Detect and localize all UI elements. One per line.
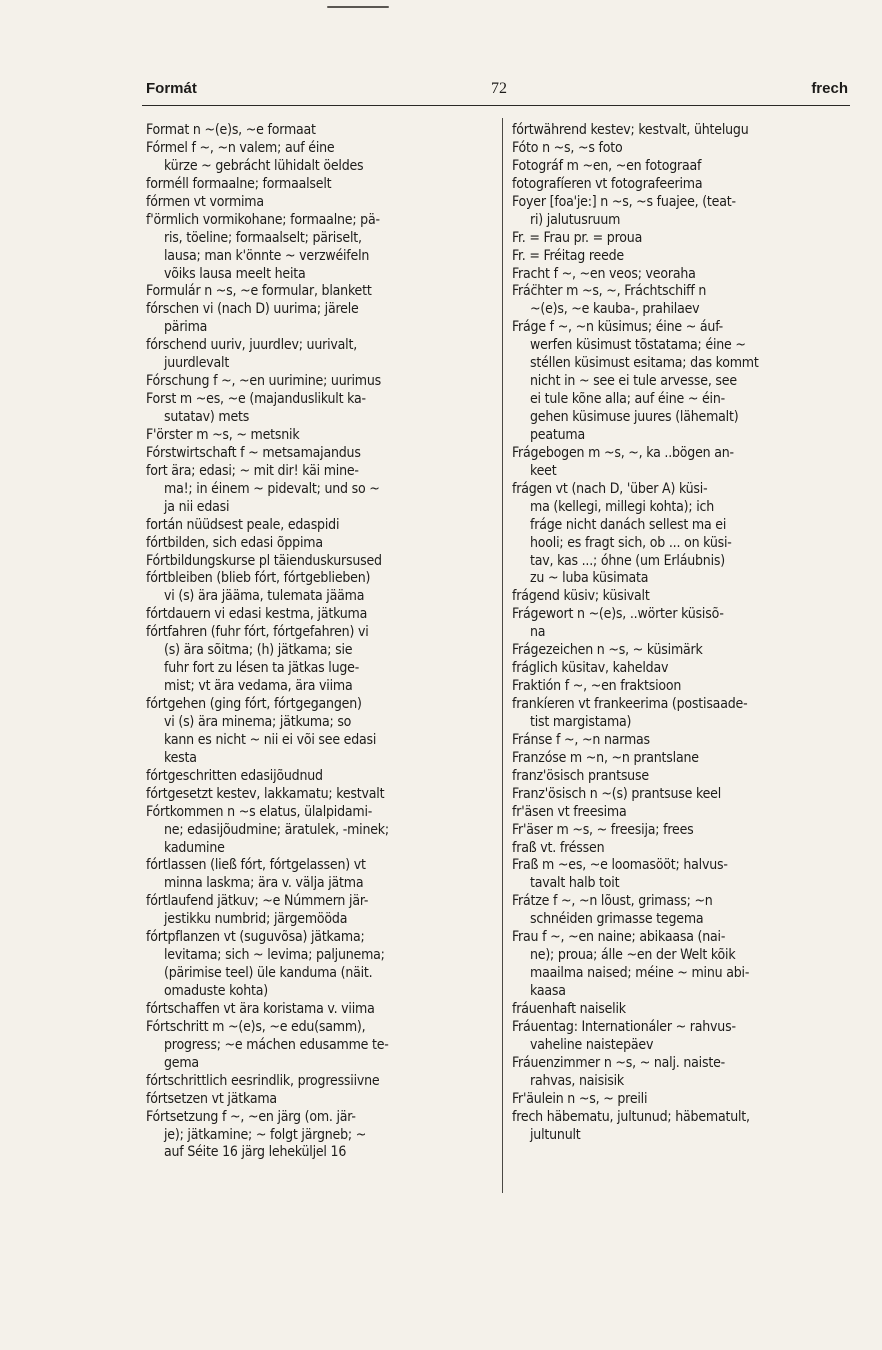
dictionary-line: Fráuenzimmer n ~s, ~ nalj. naiste- bbox=[512, 1054, 725, 1071]
dictionary-line: fortán nüüdsest peale, edaspidi bbox=[146, 516, 340, 533]
dictionary-line: minna laskma; ära v. välja jätma bbox=[164, 875, 364, 892]
dictionary-line: Fráuentag: Internationáler ~ rahvus- bbox=[512, 1018, 736, 1035]
dictionary-line: kaasa bbox=[530, 983, 566, 999]
dictionary-line: na bbox=[530, 624, 546, 641]
dictionary-line: auf Séite 16 järg leheküljel 16 bbox=[164, 1144, 347, 1161]
dictionary-line: tav, kas ...; óhne (um Erláubnis) bbox=[530, 552, 725, 569]
dictionary-line: maailma naised; méine ~ minu abi- bbox=[530, 965, 750, 982]
dictionary-line: werfen küsimust tõstatama; éine ~ bbox=[530, 337, 746, 354]
header-left-guideword: Formát bbox=[146, 80, 197, 97]
dictionary-line: Fórtkommen n ~s elatus, ülalpidami- bbox=[146, 803, 373, 820]
dictionary-line: ~(e)s, ~e kauba-, prahilaev bbox=[530, 301, 700, 318]
dictionary-line: Fr. = Frau pr. = proua bbox=[512, 229, 643, 246]
dictionary-line: fraß vt. fréssen bbox=[512, 839, 605, 856]
dictionary-line: Fr'äser m ~s, ~ freesija; frees bbox=[512, 821, 694, 838]
dictionary-line: kann es nicht ~ nii ei või see edasi bbox=[164, 731, 377, 748]
dictionary-line: peatuma bbox=[530, 426, 585, 443]
column-divider bbox=[502, 118, 503, 1193]
dictionary-line: fórtpflanzen vt (suguvõsa) jätkama; bbox=[146, 929, 365, 946]
dictionary-line: schnéiden grimasse tegema bbox=[530, 911, 704, 928]
dictionary-line: progress; ~e máchen edusamme te- bbox=[164, 1036, 389, 1053]
dictionary-line: Fránse f ~, ~n narmas bbox=[512, 731, 650, 748]
top-edge-mark bbox=[327, 6, 389, 8]
dictionary-line: fórmen vt vormima bbox=[146, 193, 264, 210]
left-column bbox=[146, 122, 486, 1162]
dictionary-line: f'örmlich vormikohane; formaalne; pä- bbox=[146, 211, 380, 228]
dictionary-line: Forst m ~es, ~e (majanduslikult ka- bbox=[146, 391, 366, 408]
dictionary-line: franz'ösisch prantsuse bbox=[512, 767, 649, 784]
dictionary-line: Frác̈hter m ~s, ~, Fráchtschiff n bbox=[512, 283, 707, 300]
dictionary-line: je); jätkamine; ~ folgt järgneb; ~ bbox=[164, 1126, 367, 1143]
header-right-guideword: frech bbox=[811, 80, 848, 97]
dictionary-line: jestikku numbrid; järgemööda bbox=[164, 911, 348, 928]
dictionary-line: fórtschrittlich eesrindlik, progressiivne bbox=[146, 1072, 380, 1089]
dictionary-line: frágen vt (nach D, 'über A) küsi- bbox=[512, 480, 708, 497]
header-rule bbox=[142, 105, 850, 106]
dictionary-line: fórtlaufend jätkuv; ~e Númmern jär- bbox=[146, 893, 369, 910]
dictionary-line: Formulár n ~s, ~e formular, blankett bbox=[146, 283, 372, 300]
dictionary-line: keet bbox=[530, 462, 557, 479]
dictionary-line: frech häbematu, jultunud; häbematult, bbox=[512, 1108, 750, 1125]
dictionary-line: fort ära; edasi; ~ mit dir! käi mine- bbox=[146, 462, 359, 479]
dictionary-line: vaheline naistepäev bbox=[530, 1036, 654, 1053]
dictionary-line: jultunult bbox=[530, 1126, 581, 1143]
dictionary-line: hooli; es fragt sich, ob ... on küsi- bbox=[530, 534, 732, 551]
dictionary-line: Fr. = Fréitag reede bbox=[512, 247, 624, 264]
dictionary-line: fuhr fort zu lésen ta jätkas luge- bbox=[164, 660, 360, 677]
dictionary-line: Fraktión f ~, ~en fraktsioon bbox=[512, 678, 682, 695]
dictionary-line: Frágebogen m ~s, ~, ka ..bögen an- bbox=[512, 444, 734, 461]
dictionary-line: (pärimise teel) üle kanduma (näit. bbox=[164, 965, 373, 982]
dictionary-line: Frátze f ~, ~n lõust, grimass; ~n bbox=[512, 893, 713, 910]
dictionary-line: forméll formaalne; formaalselt bbox=[146, 175, 332, 192]
dictionary-line: ne); proua; álle ~en der Welt kõik bbox=[530, 947, 736, 964]
dictionary-line: Fórschung f ~, ~en uurimine; uurimus bbox=[146, 373, 381, 390]
dictionary-line: F'örster m ~s, ~ metsnik bbox=[146, 426, 300, 443]
dictionary-line: stéllen küsimust esitama; das kommt bbox=[530, 355, 759, 372]
dictionary-line: ris, töeline; formaalselt; päriselt, bbox=[164, 229, 362, 246]
dictionary-line: fórtgehen (ging fórt, fórtgegangen) bbox=[146, 696, 362, 712]
dictionary-line: ma (kellegi, millegi kohta); ich bbox=[530, 498, 715, 515]
dictionary-line: frágend küsiv; küsivalt bbox=[512, 588, 650, 605]
dictionary-line: fórtwährend kestev; kestvalt, ühtelugu bbox=[512, 122, 749, 138]
dictionary-line: Fráge f ~, ~n küsimus; éine ~ áuf- bbox=[512, 319, 724, 336]
dictionary-line: vi (s) ära minema; jätkuma; so bbox=[164, 713, 352, 730]
dictionary-line: Frágezeichen n ~s, ~ küsimärk bbox=[512, 642, 703, 659]
dictionary-line: fráglich küsitav, kaheldav bbox=[512, 660, 669, 677]
dictionary-line: ne; edasijõudmine; äratulek, -minek; bbox=[164, 821, 389, 838]
dictionary-line: fórtgeschritten edasijõudnud bbox=[146, 767, 323, 784]
dictionary-line: Fóto n ~s, ~s foto bbox=[512, 139, 623, 156]
dictionary-line: fórtgesetzt kestev, lakkamatu; kestvalt bbox=[146, 785, 385, 802]
dictionary-line: (s) ära sõitma; (h) jätkama; sie bbox=[164, 642, 353, 659]
dictionary-line: fórtdauern vi edasi kestma, jätkuma bbox=[146, 606, 368, 623]
dictionary-line: sutatav) mets bbox=[164, 409, 250, 425]
dictionary-line: kesta bbox=[164, 749, 197, 766]
dictionary-line: Fórmel f ~, ~n valem; auf éine bbox=[146, 139, 335, 156]
dictionary-line: ei tule kõne alla; auf éine ~ éin- bbox=[530, 391, 725, 408]
dictionary-line: Frágewort n ~(e)s, ..wörter küsisõ- bbox=[512, 606, 724, 623]
dictionary-line: ma!; in éinem ~ pidevalt; und so ~ bbox=[164, 480, 380, 497]
dictionary-line: fórtlassen (ließ fórt, fórtgelassen) vt bbox=[146, 857, 366, 874]
dictionary-line: kadumine bbox=[164, 839, 225, 856]
dictionary-line: fr'äsen vt freesima bbox=[512, 803, 627, 820]
dictionary-line: Fracht f ~, ~en veos; veoraha bbox=[512, 265, 696, 282]
dictionary-line: võiks lausa meelt heita bbox=[164, 265, 306, 282]
right-column bbox=[512, 122, 858, 1144]
dictionary-line: ja nii edasi bbox=[164, 498, 230, 515]
dictionary-line: fotografíeren vt fotografeerima bbox=[512, 175, 703, 192]
running-head bbox=[146, 80, 848, 102]
dictionary-line: frankíeren vt frankeerima (postisaade- bbox=[512, 696, 748, 712]
dictionary-line: fórtsetzen vt jätkama bbox=[146, 1090, 277, 1107]
dictionary-line: Fraß m ~es, ~e loomasööt; halvus- bbox=[512, 857, 728, 874]
dictionary-line: fráuenhaft naiselik bbox=[512, 1000, 626, 1017]
page-number: 72 bbox=[491, 80, 507, 97]
dictionary-line: Foyer [foa'je:] n ~s, ~s fuajee, (teat- bbox=[512, 193, 736, 210]
dictionary-line: omaduste kohta) bbox=[164, 983, 268, 999]
dictionary-line: rahvas, naisisik bbox=[530, 1072, 625, 1089]
dictionary-line: levitama; sich ~ levima; paljunema; bbox=[164, 947, 385, 964]
dictionary-line: gema bbox=[164, 1054, 199, 1071]
dictionary-line: ri) jalutusruum bbox=[530, 211, 621, 228]
dictionary-line: fórtbleiben (blieb fórt, fórtgeblieben) bbox=[146, 570, 371, 587]
dictionary-line: fórschend uuriv, juurdlev; uurivalt, bbox=[146, 337, 357, 354]
dictionary-line: nicht in ~ see ei tule arvesse, see bbox=[530, 373, 737, 390]
dictionary-line: Franzóse m ~n, ~n prantslane bbox=[512, 749, 699, 766]
dictionary-line: fórschen vi (nach D) uurima; järele bbox=[146, 301, 359, 318]
dictionary-line: tist margistama) bbox=[530, 713, 632, 730]
dictionary-line: zu ~ luba küsimata bbox=[530, 570, 649, 587]
dictionary-line: tavalt halb toit bbox=[530, 875, 620, 892]
dictionary-line: pärima bbox=[164, 319, 208, 336]
dictionary-line: fórtschaffen vt ära koristama v. viima bbox=[146, 1000, 375, 1017]
dictionary-line: Frau f ~, ~en naine; abikaasa (nai- bbox=[512, 929, 726, 946]
dictionary-line: mist; vt ära vedama, ära viima bbox=[164, 678, 353, 695]
dictionary-line: Format n ~(e)s, ~e formaat bbox=[146, 122, 316, 138]
dictionary-line: Franz'ösisch n ~(s) prantsuse keel bbox=[512, 785, 722, 802]
dictionary-line: Fórtbildungskurse pl täienduskursused bbox=[146, 552, 382, 569]
dictionary-line: fórtbilden, sich edasi õppima bbox=[146, 534, 323, 551]
dictionary-line: gehen küsimuse juures (lähemalt) bbox=[530, 409, 739, 425]
dictionary-line: Fórtsetzung f ~, ~en järg (om. jär- bbox=[146, 1108, 356, 1125]
dictionary-line: fráge nicht danách sellest ma ei bbox=[530, 516, 727, 533]
dictionary-line: vi (s) ära jääma, tulemata jääma bbox=[164, 588, 365, 605]
dictionary-line: Fórstwirtschaft f ~ metsamajandus bbox=[146, 444, 361, 461]
dictionary-line: Fórtschritt m ~(e)s, ~e edu(samm), bbox=[146, 1018, 366, 1035]
dictionary-line: juurdlevalt bbox=[164, 355, 230, 372]
dictionary-line: fórtfahren (fuhr fórt, fórtgefahren) vi bbox=[146, 624, 369, 641]
dictionary-line: Fotográf m ~en, ~en fotograaf bbox=[512, 157, 702, 174]
dictionary-line: Fr'äulein n ~s, ~ preili bbox=[512, 1090, 648, 1107]
dictionary-line: kürze ~ gebrácht lühidalt öeldes bbox=[164, 157, 364, 174]
dictionary-line: lausa; man k'önnte ~ verzwéifeln bbox=[164, 247, 370, 264]
